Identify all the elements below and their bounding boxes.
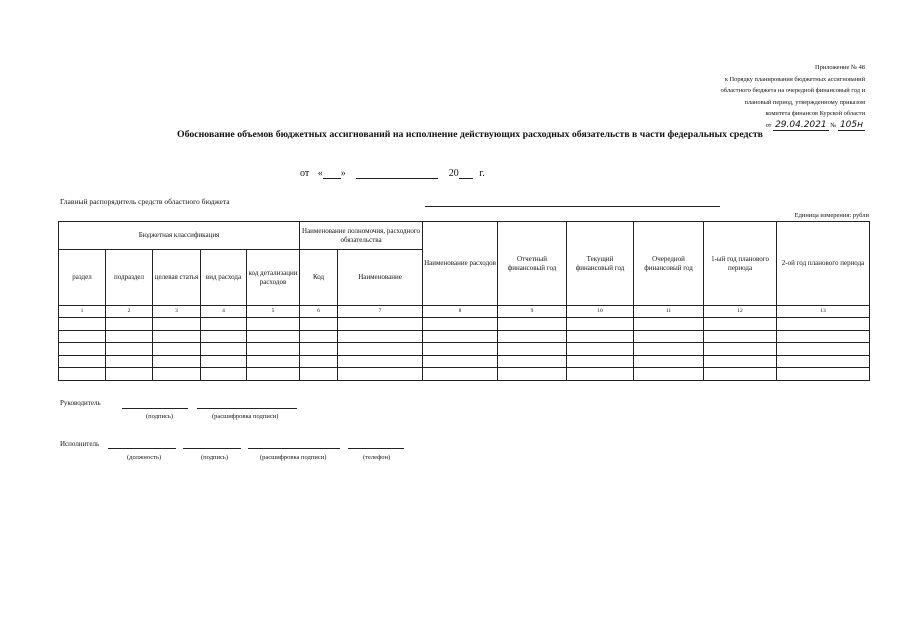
table-cell[interactable] — [567, 330, 634, 343]
table-row — [59, 343, 870, 356]
executor-decode-caption: (расшифровка подписи) — [260, 454, 327, 461]
table-cell[interactable] — [247, 355, 300, 368]
date-quote-close: » — [340, 168, 346, 179]
table-cell[interactable] — [338, 368, 423, 381]
table-cell[interactable] — [498, 368, 567, 381]
budget-table — [58, 221, 870, 381]
column-number: 4 — [201, 306, 247, 318]
detail-code-header: код детализации расходов — [247, 250, 300, 306]
table-cell[interactable] — [300, 330, 338, 343]
column-number: 7 — [338, 306, 423, 318]
table-cell[interactable] — [704, 318, 777, 331]
table-cell[interactable] — [423, 368, 498, 381]
column-number: 1 — [59, 306, 106, 318]
table-cell[interactable] — [153, 330, 201, 343]
date-line — [300, 168, 485, 179]
executor-decode-field[interactable] — [248, 448, 340, 449]
executor-phone-field[interactable] — [348, 448, 404, 449]
date-quote-open: « — [317, 168, 323, 179]
report-year-header: Отчетный финансовый год — [498, 222, 567, 306]
table-cell[interactable] — [106, 343, 153, 356]
distributor-field[interactable] — [425, 206, 720, 207]
table-cell[interactable] — [498, 330, 567, 343]
table-cell[interactable] — [704, 343, 777, 356]
table-cell[interactable] — [777, 318, 870, 331]
column-number: 6 — [300, 306, 338, 318]
table-row — [59, 355, 870, 368]
table-cell[interactable] — [247, 318, 300, 331]
table-cell[interactable] — [777, 330, 870, 343]
head-decode-field[interactable] — [197, 408, 297, 409]
table-cell[interactable] — [300, 343, 338, 356]
table-cell[interactable] — [567, 318, 634, 331]
table-cell[interactable] — [423, 318, 498, 331]
unit-label: Единица измерения: рубли — [794, 212, 869, 219]
table-cell[interactable] — [777, 343, 870, 356]
head-signature-field[interactable] — [122, 408, 188, 409]
executor-phone-caption: (телефон) — [363, 454, 391, 461]
table-cell[interactable] — [300, 355, 338, 368]
authority-header: Наименование полномочия, расходного обязательства — [300, 222, 423, 250]
appendix-no-prefix: № — [830, 121, 837, 129]
table-cell[interactable] — [423, 343, 498, 356]
year-prefix: 20 — [448, 168, 459, 179]
current-year-header: Текущий финансовый год — [567, 222, 634, 306]
table-cell[interactable] — [423, 330, 498, 343]
column-number: 3 — [153, 306, 201, 318]
year-blank[interactable] — [459, 168, 473, 179]
table-row — [59, 318, 870, 331]
table-cell[interactable] — [567, 343, 634, 356]
executor-signature-field[interactable] — [183, 448, 241, 449]
target-article-header: целевая статья — [153, 250, 201, 306]
table-cell[interactable] — [704, 355, 777, 368]
head-signature-caption: (подпись) — [146, 413, 173, 420]
table-cell[interactable] — [201, 343, 247, 356]
table-cell[interactable] — [247, 368, 300, 381]
table-cell[interactable] — [201, 318, 247, 331]
table-cell[interactable] — [567, 355, 634, 368]
column-number: 9 — [498, 306, 567, 318]
table-cell[interactable] — [59, 318, 106, 331]
table-cell[interactable] — [498, 343, 567, 356]
table-cell[interactable] — [634, 355, 704, 368]
expense-name-header: Наименование расходов — [423, 222, 498, 306]
plan-year1-header: 1-ый год планового периода — [704, 222, 777, 306]
appendix-date-handwritten: 29.04.2021 — [775, 119, 827, 130]
authority-code-header: Код — [300, 250, 338, 306]
date-from: от — [300, 168, 310, 179]
appendix-line: к Порядку планирования бюджетных ассигнований — [724, 75, 865, 83]
table-cell[interactable] — [59, 368, 106, 381]
table-cell[interactable] — [59, 343, 106, 356]
table-cell[interactable] — [338, 355, 423, 368]
table-cell[interactable] — [634, 330, 704, 343]
table-cell[interactable] — [201, 368, 247, 381]
section-header: раздел — [59, 250, 106, 306]
table-cell[interactable] — [247, 330, 300, 343]
table-cell[interactable] — [423, 355, 498, 368]
table-cell[interactable] — [338, 343, 423, 356]
table-cell[interactable] — [704, 330, 777, 343]
column-number: 8 — [423, 306, 498, 318]
table-cell[interactable] — [498, 318, 567, 331]
budget-classification-header: Бюджетная классификация — [59, 222, 300, 250]
table-cell[interactable] — [777, 368, 870, 381]
head-decode-caption: (расшифровка подписи) — [212, 413, 279, 420]
table-cell[interactable] — [59, 355, 106, 368]
column-number: 2 — [106, 306, 153, 318]
head-label: Руководитель — [60, 399, 101, 407]
table-cell[interactable] — [498, 355, 567, 368]
column-number: 13 — [777, 306, 870, 318]
appendix-line: комитета финансов Курской области — [765, 110, 865, 117]
table-cell[interactable] — [338, 330, 423, 343]
plan-year2-header: 2-ой год планового периода — [777, 222, 870, 306]
appendix-line: плановый период, утвержденному приказом — [744, 98, 865, 106]
table-cell[interactable] — [59, 330, 106, 343]
table-cell[interactable] — [201, 355, 247, 368]
table-cell[interactable] — [247, 343, 300, 356]
table-cell[interactable] — [634, 343, 704, 356]
document-title: Обоснование объемов бюджетных ассигнований на исполнение действующих расходных обязательств в части федеральных средств — [177, 129, 763, 140]
table-cell[interactable] — [201, 330, 247, 343]
table-cell[interactable] — [634, 318, 704, 331]
table-cell[interactable] — [300, 368, 338, 381]
column-number: 10 — [567, 306, 634, 318]
table-cell[interactable] — [153, 368, 201, 381]
table-cell[interactable] — [153, 318, 201, 331]
table-cell[interactable] — [153, 343, 201, 356]
column-number: 5 — [247, 306, 300, 318]
appendix-line: областного бюджета на очередной финансовый год и — [720, 87, 865, 94]
executor-position-field[interactable] — [108, 448, 176, 449]
executor-label: Исполнитель — [60, 440, 100, 448]
month-blank[interactable] — [356, 168, 438, 179]
table-cell[interactable] — [300, 318, 338, 331]
appendix-block — [640, 62, 865, 131]
executor-position-caption: (должность) — [127, 454, 162, 461]
appendix-line: Приложение № 48 — [815, 64, 865, 71]
table-cell[interactable] — [704, 368, 777, 381]
table-row — [59, 368, 870, 381]
table-cell[interactable] — [338, 318, 423, 331]
distributor-label: Главный распорядитель средств областного бюджета — [60, 197, 230, 206]
table-cell[interactable] — [106, 355, 153, 368]
appendix-from-prefix: от — [765, 121, 772, 129]
table-row — [59, 330, 870, 343]
table-cell[interactable] — [106, 318, 153, 331]
executor-signature-caption: (подпись) — [201, 454, 228, 461]
day-blank[interactable] — [323, 168, 341, 179]
table-cell[interactable] — [153, 355, 201, 368]
table-cell[interactable] — [106, 330, 153, 343]
column-number: 12 — [704, 306, 777, 318]
subsection-header: подраздел — [106, 250, 153, 306]
table-cell[interactable] — [634, 368, 704, 381]
next-year-header: Очередной финансовый год — [634, 222, 704, 306]
table-cell[interactable] — [106, 368, 153, 381]
expense-type-header: вид расхода — [201, 250, 247, 306]
year-suffix: г. — [479, 168, 485, 179]
appendix-number-handwritten: 105н — [839, 119, 863, 130]
table-cell[interactable] — [567, 368, 634, 381]
table-cell[interactable] — [777, 355, 870, 368]
column-number: 11 — [634, 306, 704, 318]
authority-name-header: Наименование — [338, 250, 423, 306]
